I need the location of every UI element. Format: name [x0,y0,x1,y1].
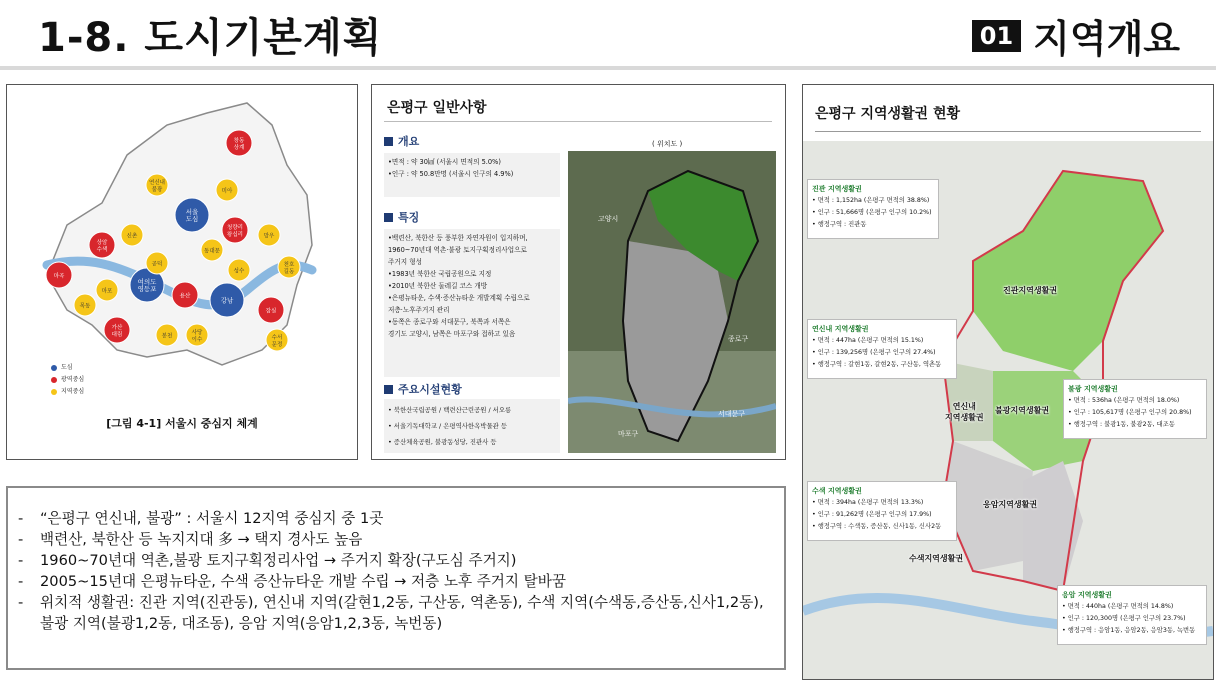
map-node-label: 동대문 [204,248,220,255]
region-label-eungam: 응암지역생활권 [983,500,1038,509]
map-node-label: 수서 [271,335,283,341]
summary-box [6,486,786,670]
map-node-label: 가산 [111,325,123,331]
map-node-label: 상계 [233,145,245,151]
overview-box: •면적 : 약 30㎢ (서울시 면적의 5.0%) •인구 : 약 50.8만명 (서울시 인구의 4.9%) [384,153,560,197]
overview-title: 개요 [384,133,419,149]
map-node-label: 강남 [220,296,234,305]
map-node-label: 영등포 [137,285,157,293]
list-item: - 백련산, 북한산 등 녹지지대 多 → 택지 경사도 높음 [18,531,363,548]
map-node-label: 불광 [151,187,163,193]
map-node-local [186,324,208,346]
features-box: •백련산, 북한산 등 풍부한 자연자원이 입지하며, 1960~70년대 역촌·불광 토지구획정리사업으로 주거지 형성 •1983년 북한산 국립공원으로 지정 •2010년 북한산 둘레길 코스 개방 •은평뉴타운, 수색·증산뉴타운 개발계획 수립으로 저층·노후주거지 관리 •동쪽은 종로구와 서대문구, 북쪽과 서쪽은 경기도 고양시, 남쪽은 마포구와 접하고 있음 [384,229,560,377]
map-node-local [278,256,300,278]
info-heading: 은평구 일반사항 [387,100,487,116]
map-legend [51,362,84,398]
map-node-local [201,239,223,261]
legend-item-local: 지역중심 [51,386,84,398]
map-node-center [175,198,209,232]
map-node-label: 신촌 [126,233,138,240]
list-item: - 위치적 생활권: 진관 지역(진관동), 연신내 지역(갈현1,2동, 구산동, 역촌동), 수색 지역(수색동,증산동,신사1,2동), 불광 지역(불광1,2동, 대조동), 응암 지역(응암1,2,3동, 녹번동) [18,594,764,632]
region-label-bulgwang: 불광지역생활권 [995,406,1050,415]
facilities-title: 주요시설현황 [384,381,462,397]
map-node-local [96,279,118,301]
map-node-label: 도심 [185,215,199,223]
figure-caption: [그림 4-1] 서울시 중심지 체계 [106,417,258,430]
map-node-local [216,179,238,201]
map-node-center [210,283,244,317]
map-node-local [121,224,143,246]
map-node-label: 마곡 [53,273,65,280]
map-node-local [228,259,250,281]
section-number: 01 [972,20,1021,52]
section-header [972,8,1180,63]
info-box-susaek: 수색 지역생활권 • 면적 : 394ha (은평구 면적의 13.3%) • 인구 : 91,262명 (은평구 인구의 17.9%) • 행정구역 : 수색동, 증산동, 신사1동, 신사2동 [807,481,957,541]
sphere-heading: 은평구 지역생활권 현황 [815,106,960,122]
map-node-label: 서울 [185,208,199,216]
living-sphere-figure [802,84,1214,680]
map-node-label: 청량리 [227,225,243,231]
map-node-label: 망우 [263,233,275,240]
map-node-label: 상암 [96,240,108,246]
map-node-label: 연신내 [149,180,165,186]
list-item: - 1960~70년대 역촌,불광 토지구획정리사업 → 주거지 확장(구도심 주거지) [18,552,517,569]
map-node-label: 목동 [79,303,91,310]
map-label-seodaemun: 서대문구 [718,410,746,418]
eunpyeong-general-info [371,84,786,460]
map-node-label: 마포 [101,288,113,295]
list-item: - 2005~15년대 은평뉴타운, 수색 증산뉴타운 개발 수립 → 저층 노후 주거지 탈바꿈 [18,573,566,590]
map-node-regional [46,262,72,288]
legend-item-regional: 광역중심 [51,374,84,386]
map-node-label: 이수 [191,337,203,343]
map-node-label: 미아 [221,188,233,195]
map-node-label: 길동 [283,269,295,275]
map-node-label: 용산 [179,293,191,300]
map-node-local [258,224,280,246]
legend-item-center: 도심 [51,362,84,374]
header-divider [0,66,1216,70]
map-node-local [146,174,168,196]
seoul-map [7,85,357,405]
map-node-local [156,324,178,346]
map-node-regional [172,282,198,308]
region-label-susaek: 수색지역생활권 [909,554,964,563]
map-node-label: 공덕 [151,261,163,268]
section-name: 지역개요 [1033,17,1180,61]
region-label-yeonsinnae: 연신내 지역생활권 [945,402,984,422]
map-node-label: 문정 [271,342,283,348]
map-title: ( 위치도 ) [652,140,683,148]
map-node-label: 대림 [111,332,123,338]
map-node-label: 성수 [233,268,245,275]
map-node-regional [104,317,130,343]
info-box-yeonsinnae: 연신내 지역생활권 • 면적 : 447ha (은평구 면적의 15.1%) • 인구 : 139,256명 (은평구 인구의 27.4%) • 행정구역 : 갈현1동, 갈현2동, 구산동, 역촌동 [807,319,957,379]
map-node-regional [222,217,248,243]
page-title: 1-8. 도시기본계획 [38,15,383,61]
info-box-bulgwang: 불광 지역생활권 • 면적 : 536ha (은평구 면적의 18.0%) • 인구 : 105,617명 (은평구 인구의 20.8%) • 행정구역 : 불광1동, 불광2동, 대조동 [1063,379,1207,439]
map-node-label: 잠실 [265,308,277,315]
region-label-jingwan: 진관지역생활권 [1003,286,1058,295]
map-node-label: 여의도 [137,278,157,286]
map-node-label: 사당 [191,330,203,336]
map-node-local [74,294,96,316]
map-node-label: 왕십리 [227,232,243,238]
list-item: - “은평구 연신내, 불광” : 서울시 12지역 중심지 중 1곳 [18,510,384,527]
info-box-eungam: 응암 지역생활권 • 면적 : 440ha (은평구 면적의 14.8%) • 인구 : 120,300명 (은평구 인구의 23.7%) • 행정구역 : 응암1동, 응암2동, 응암3동, 녹번동 [1057,585,1207,645]
map-label-goyang: 고양시 [598,215,619,223]
map-node-regional [258,297,284,323]
features-title: 특징 [384,209,419,225]
info-box-jingwan: 진관 지역생활권 • 면적 : 1,152ha (은평구 면적의 38.8%) • 인구 : 51,666명 (은평구 인구의 10.2%) • 행정구역 : 진관동 [807,179,939,239]
map-node-local [146,252,168,274]
location-map [568,151,776,453]
map-label-jongno: 종로구 [728,335,749,343]
map-node-label: 봉천 [161,333,173,340]
map-node-regional [226,130,252,156]
map-node-local [266,329,288,351]
facilities-box: • 북한산국립공원 / 백련산근린공원 / 서오릉 • 서울기독대학교 / 은평역사한옥박물관 등 • 증산체육공원, 불광동성당, 진관사 등 [384,399,560,453]
map-node-label: 창동 [233,138,245,144]
seoul-center-figure [6,84,358,460]
map-node-label: 천호 [283,262,295,268]
map-node-regional [89,232,115,258]
map-node-label: 수색 [96,247,108,253]
map-label-mapo: 마포구 [618,430,639,438]
